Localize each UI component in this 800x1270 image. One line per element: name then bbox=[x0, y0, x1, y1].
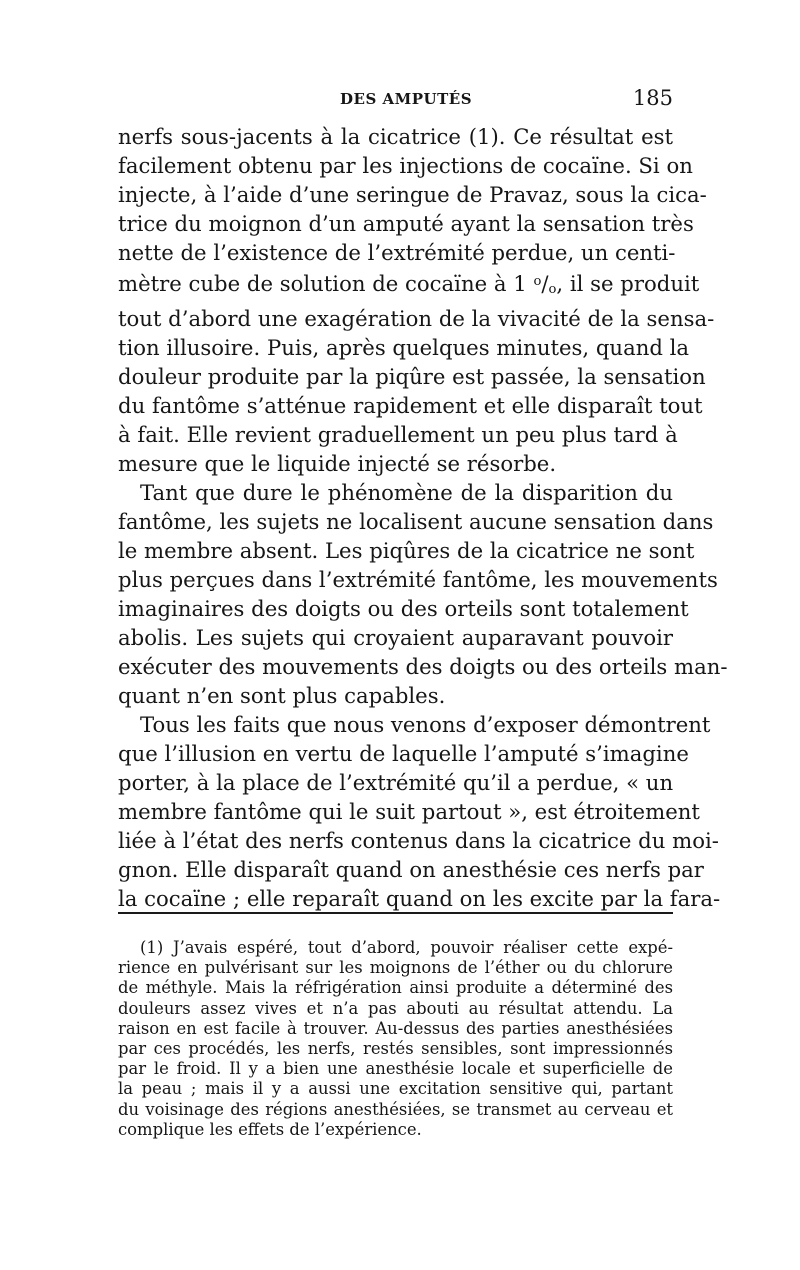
text-line: que l’illusion en vertu de laquelle l’amputé s’imagine bbox=[118, 740, 689, 766]
percent-subscript: o bbox=[548, 281, 557, 297]
footnote-line: douleurs assez vives et n’a pas abouti au résultat attendu. La bbox=[118, 998, 673, 1018]
text-line: Tant que dure le phénomène de la disparition du bbox=[140, 479, 673, 505]
text-line: tion illusoire. Puis, après quelques minutes, quand la bbox=[118, 334, 690, 360]
text-line: porter, à la place de l’extrémité qu’il a perdue, « un bbox=[118, 769, 674, 795]
text-line: tout d’abord une exagération de la vivacité de la sensa- bbox=[118, 305, 715, 331]
paragraph bbox=[118, 710, 721, 913]
text-line: plus perçues dans l’extrémité fantôme, les mouvements bbox=[118, 566, 718, 592]
text-segment: , il se produit bbox=[556, 270, 700, 296]
text-line: injecte, à l’aide d’une seringue de Pravaz, sous la cica- bbox=[118, 182, 707, 207]
footnote-line: (1) J’avais espéré, tout d’abord, pouvoir réaliser cette expé- bbox=[140, 938, 673, 957]
footnote-line: par ces procédés, les nerfs, restés sensibles, sont impressionnés bbox=[118, 1039, 673, 1059]
page-number: 185 bbox=[632, 86, 673, 110]
text-segment: mètre cube de solution de cocaïne à 1 bbox=[118, 270, 534, 296]
text-line: à fait. Elle revient graduellement un peu plus tard à bbox=[118, 421, 678, 447]
text-line: douleur produite par la piqûre est passée, la sensation bbox=[118, 363, 706, 389]
text-line: membre fantôme qui le suit partout », est étroitement bbox=[118, 798, 700, 824]
text-line: Tous les faits que nous venons d’exposer démontrent bbox=[140, 711, 711, 737]
percent-superscript: o bbox=[533, 274, 542, 289]
text-line: imaginaires des doigts ou des orteils sont totalement bbox=[118, 595, 689, 621]
text-line: du fantôme s’atténue rapidement et elle disparaît tout bbox=[118, 392, 703, 418]
text-line: nerfs sous-jacents à la cicatrice (1). Ce résultat est bbox=[118, 124, 673, 149]
running-head bbox=[118, 86, 673, 114]
paragraph bbox=[118, 478, 728, 710]
text-line: fantôme, les sujets ne localisent aucune sensation dans bbox=[118, 508, 714, 534]
text-line: nette de l’existence de l’extrémité perdue, un centi- bbox=[118, 240, 676, 265]
percent-slash: / bbox=[541, 270, 549, 296]
footnote-line: raison en est facile à trouver. Au-dessus des parties anesthésiées bbox=[118, 1018, 673, 1038]
footnote-divider bbox=[118, 912, 673, 914]
footnote-line: de méthyle. Mais la réfrigération ainsi produite a déterminé des bbox=[118, 978, 673, 998]
text-line-with-percent bbox=[118, 267, 700, 304]
text-line: exécuter des mouvements des doigts ou des orteils man- bbox=[118, 653, 728, 679]
footnote-line: complique les effets de l’expérience. bbox=[118, 1119, 422, 1139]
text-line: liée à l’état des nerfs contenus dans la cicatrice du moi- bbox=[118, 827, 719, 853]
footnote-line: par le froid. Il y a bien une anesthésie locale et superficielle de bbox=[118, 1059, 673, 1079]
body-text bbox=[118, 122, 728, 913]
footnote bbox=[118, 938, 673, 1140]
text-line: abolis. Les sujets qui croyaient auparavant pouvoir bbox=[118, 624, 673, 650]
text-line: mesure que le liquide injecté se résorbe. bbox=[118, 450, 557, 476]
text-line: facilement obtenu par les injections de cocaïne. Si on bbox=[118, 153, 693, 178]
paragraph bbox=[118, 122, 715, 478]
footnote-line: du voisinage des régions anesthésiées, se transmet au cerveau et bbox=[118, 1099, 673, 1119]
running-title: DES AMPUTÉS bbox=[340, 90, 473, 108]
footnote-line: la peau ; mais il y a aussi une excitation sensitive qui, partant bbox=[118, 1079, 673, 1099]
text-line: trice du moignon d’un amputé ayant la sensation très bbox=[118, 211, 694, 236]
footnote-line: rience en pulvérisant sur les moignons de l’éther ou du chlorure bbox=[118, 958, 673, 978]
text-line: la cocaïne ; elle reparaît quand on les excite par la fara- bbox=[118, 885, 721, 911]
text-line: quant n’en sont plus capables. bbox=[118, 682, 446, 708]
text-line: gnon. Elle disparaît quand on anesthésie ces nerfs par bbox=[118, 856, 704, 882]
text-line: le membre absent. Les piqûres de la cicatrice ne sont bbox=[118, 537, 695, 563]
